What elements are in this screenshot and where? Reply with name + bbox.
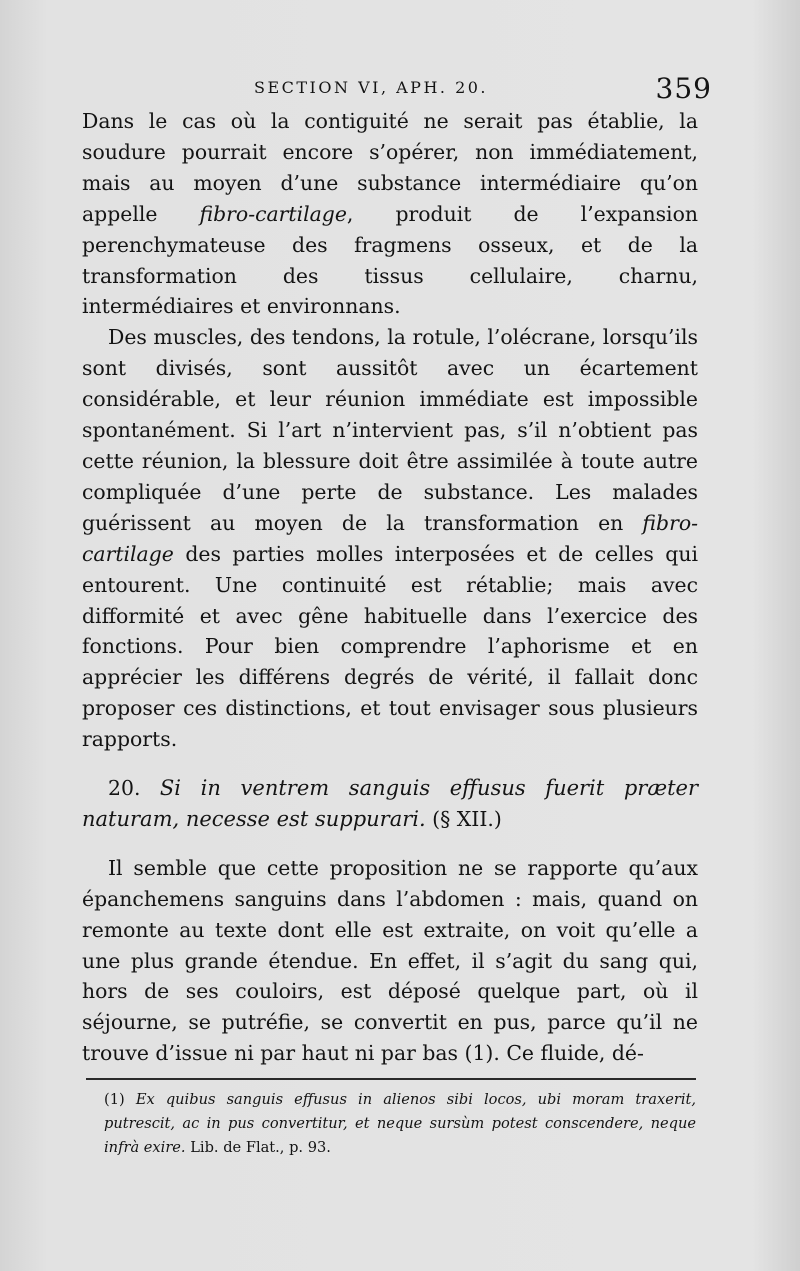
aphorism-heading xyxy=(82,773,698,835)
term-fibro-cartilage: fibro-cartilage xyxy=(199,201,347,226)
aphorism-reference: (§ XII.) xyxy=(432,806,502,831)
paragraph-1-rest: , produit de l’expansion perenchymateuse des fragmens osseux, et de la transformation des tissus cellulaire, charnu, intermédiaires et environnans. xyxy=(82,201,698,319)
footnote-latin: Ex quibus sanguis effusus in alienos sibi locos, ubi moram traxerit, putrescit, ac in pus convertitur, et neque sursùm potest conscendere, neque infrà exire. xyxy=(104,1091,696,1156)
main-text xyxy=(82,106,698,1069)
paragraph-2-text-a: Des muscles, des tendons, la rotule, l’olécrane, lorsqu’ils sont divisés, sont aussitôt avec un écartement considérable, et leur réunion immédiate est impossible spontanément. Si l’art n’intervient pas, s’il n’obtient pas cette réunion, la blessure doit être assimilée à toute autre compliquée d’une perte de substance. Les malades guérissent au moyen de la transformation en xyxy=(82,325,698,535)
running-title: SECTION VI, APH. 20. xyxy=(254,78,489,97)
footnote-marker: (1) xyxy=(104,1091,125,1108)
paragraph-1 xyxy=(82,106,698,322)
footnote xyxy=(104,1088,696,1160)
aphorism-number: 20. xyxy=(108,776,141,801)
term-fibro-cartilage-2: fibro-cartilage xyxy=(82,510,698,566)
paragraph-2 xyxy=(82,322,698,755)
aphorism-latin: Si in ventrem sanguis effusus fuerit præter naturam, necesse est suppurari. xyxy=(82,776,698,831)
footnote-source: Lib. de Flat., p. 93. xyxy=(190,1139,331,1156)
running-head xyxy=(82,70,712,110)
paragraph-2-text-b: des parties molles interposées et de celles qui entourent. Une continuité est rétablie; mais avec difformité et avec gêne habituelle dans l’exercice des fonctions. Pour bien comprendre l’aphorisme et en apprécier les différens degrés de vérité, il fallait donc proposer ces distinctions, et tout envisager sous plusieurs rapports. xyxy=(82,541,698,752)
paragraph-3: Il semble que cette proposition ne se rapporte qu’aux épanchemens sanguins dans l’abdomen : mais, quand on remonte au texte dont elle est extraite, on voit qu’elle a une plus grande étendue. En effet, il s’agit du sang qui, hors de ses couloirs, est déposé quelque part, où il séjourne, se putréfie, se convertit en pus, parce qu’il ne trouve d’issue ni par haut ni par bas (1). Ce fluide, dé- xyxy=(82,855,698,1066)
footnote-rule xyxy=(86,1078,696,1080)
paragraph-1-text: Dans le cas où la contiguité ne serait pas établie, la soudure pourrait encore s’opérer, non immédiatement, mais au moyen d’une substance intermédiaire qu’on appelle xyxy=(82,109,698,226)
page-number: 359 xyxy=(655,72,712,105)
